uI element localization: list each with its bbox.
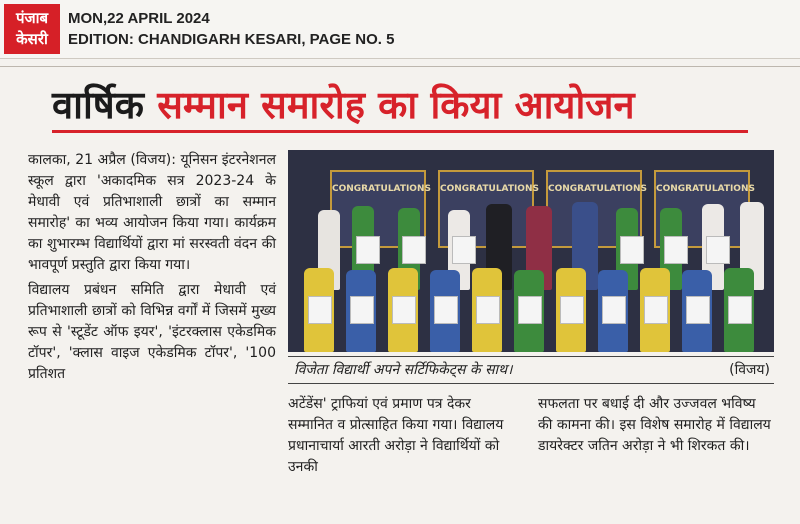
certificate — [518, 296, 542, 324]
headline-part2: सम्मान समारोह का किया आयोजन — [157, 82, 635, 127]
caption-credit: (विजय) — [729, 362, 770, 378]
article-column-1 — [28, 150, 276, 389]
certificate — [664, 236, 688, 264]
article-column-2: अटेंडेंस' ट्राफियां एवं प्रमाण पत्र देकर सम्मानित व प्रोत्साहित किया गया। विद्यालय प्रधानाचार्या आरती अरोड़ा ने विद्यार्थियों को उनकी — [288, 396, 504, 475]
certificate — [402, 236, 426, 264]
photo-caption — [288, 356, 774, 384]
caption-text: विजेता विद्यार्थी अपने सर्टिफिकेट्स के साथ। — [294, 362, 513, 378]
certificate — [476, 296, 500, 324]
certificate — [308, 296, 332, 324]
certificate — [706, 236, 730, 264]
photo-banner: CONGRATULATIONS — [330, 170, 426, 248]
certificate — [602, 296, 626, 324]
photo-banner: CONGRATULATIONS — [546, 170, 642, 248]
article-photo — [288, 150, 774, 352]
logo-line2: केसरी — [16, 30, 48, 48]
article-column-3: सफलता पर बधाई दी और उज्जवल भविष्य की कामना की। इस विशेष समारोह में विद्यालय डायरेक्टर जतिन अरोड़ा ने भी शिरकत की। — [538, 396, 771, 454]
certificate — [686, 296, 710, 324]
article-paragraph-1: कालका, 21 अप्रैल (विजय): यूनिसन इंटरनेशनल स्कूल द्वारा 'अकादमिक सत्र 2023-24 के मेधावी एवं प्रतिभाशाली छात्रों का सम्मान समारोह' का भव्य आयोजन किया गया। कार्यक्रम का शुभारम्भ विद्यार्थियों द्वारा मां सरस्वती वंदन की भावपूर्ण प्रस्तुति द्वारा किया गया। — [28, 152, 276, 273]
certificate — [560, 296, 584, 324]
logo-line1: पंजाब — [15, 9, 49, 27]
certificate — [452, 236, 476, 264]
certificate — [434, 296, 458, 324]
article-paragraph-2: विद्यालय प्रबंधन समिति द्वारा मेधावी एवं प्रतिभाशाली छात्रों को विभिन्न वर्गों में जिसमें मुख्य रूप से 'स्टूडेंट ऑफ इयर', 'इंटरक्लास एकेडमिक टॉपर', 'क्लास वाइज एकेडमिक टॉपर', '100 प्रतिशत — [28, 282, 276, 382]
edition-info: EDITION: CHANDIGARH KESARI, PAGE NO. 5 — [68, 31, 395, 48]
newspaper-header — [0, 0, 800, 59]
certificate — [392, 296, 416, 324]
certificate — [350, 296, 374, 324]
photo-banner: CONGRATULATIONS — [438, 170, 534, 248]
punjab-kesari-logo — [4, 4, 60, 54]
certificate — [644, 296, 668, 324]
article-headline — [52, 78, 752, 132]
certificate — [728, 296, 752, 324]
headline-underline — [52, 130, 748, 133]
headline-part1: वार्षिक — [52, 82, 144, 127]
header-divider — [0, 66, 800, 67]
photo-banner: CONGRATULATIONS — [654, 170, 750, 248]
certificate — [620, 236, 644, 264]
certificate — [356, 236, 380, 264]
edition-date: MON,22 APRIL 2024 — [68, 10, 210, 27]
edition-meta — [68, 8, 394, 50]
